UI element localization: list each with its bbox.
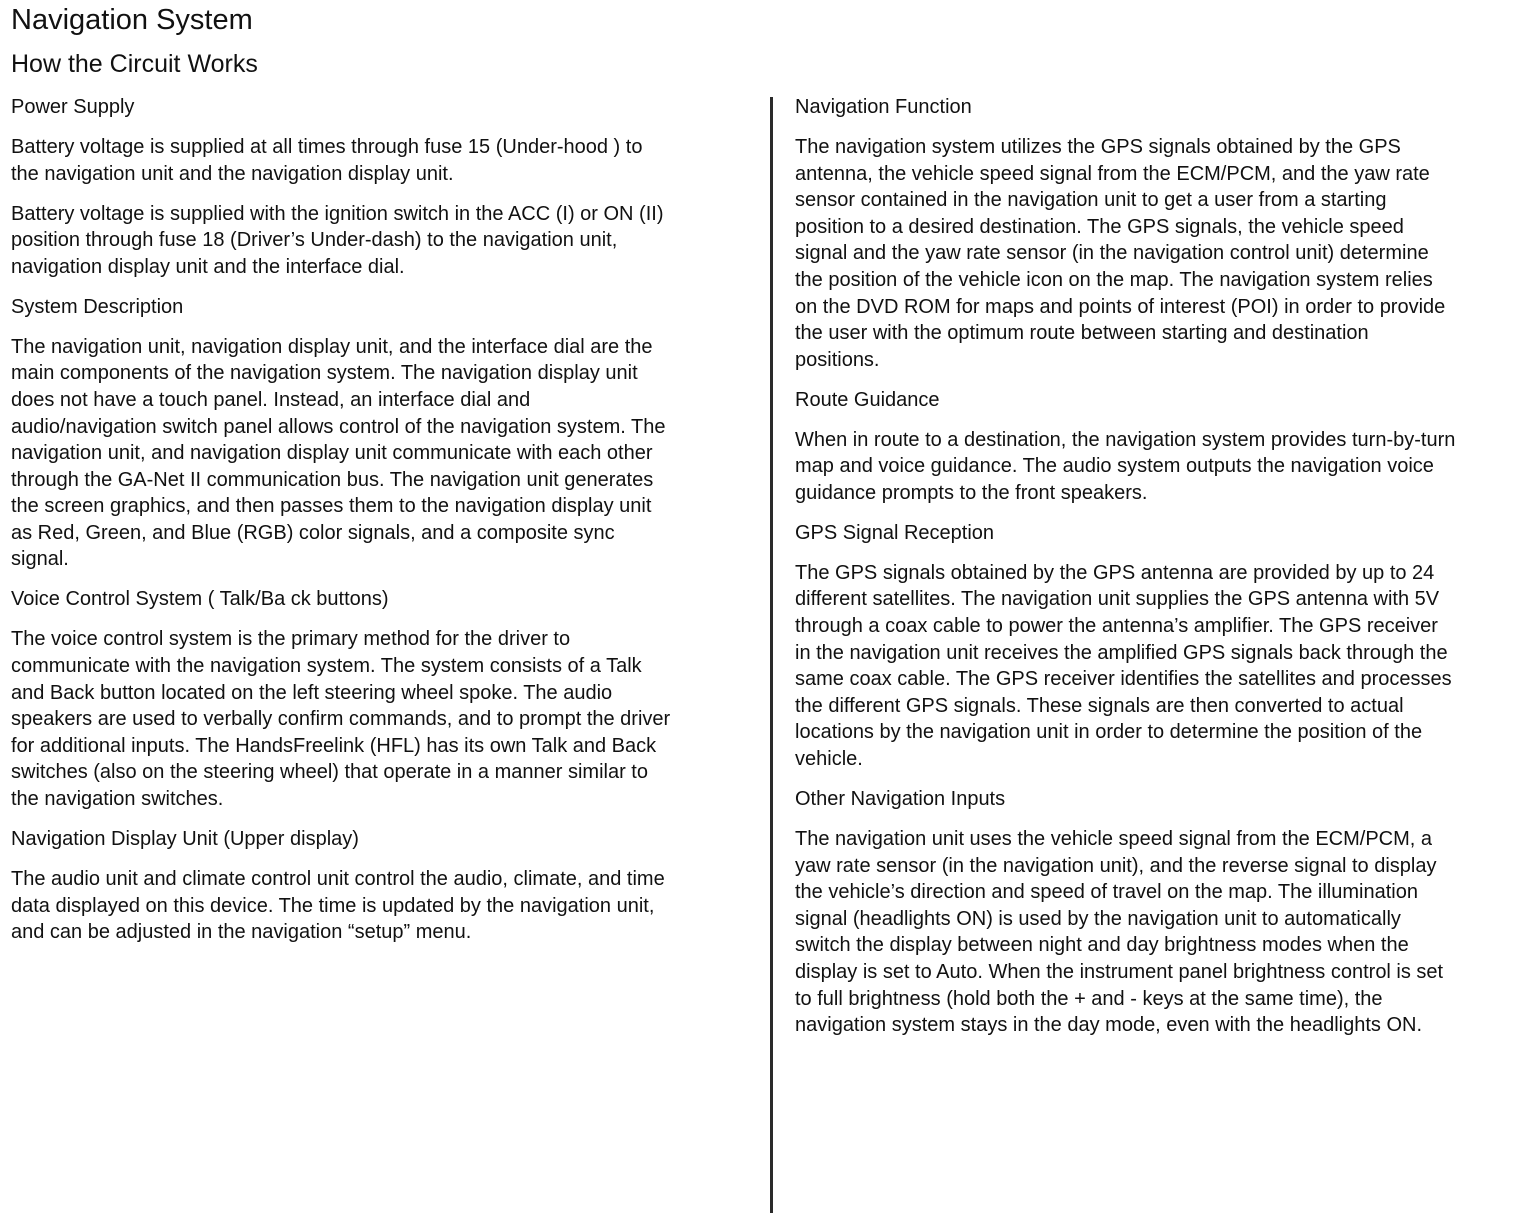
paragraph: Battery voltage is supplied at all times through fuse 15 (Under-hood ) to the navigation unit and the navigation display unit.	[11, 135, 643, 185]
section-heading: Other Navigation Inputs	[795, 788, 1006, 810]
paragraph: The navigation unit uses the vehicle speed signal from the ECM/PCM, a yaw rate sensor (in the navigation unit), and the reverse signal to display the vehicle’s direction and speed of travel on the map. The illumination signal (headlights ON) is used by the navigation unit to automatically switch the display between night and day brightness modes when the display is set to Auto. When the instrument panel brightness control is set to full brightness (hold both the + and - keys at the same time), the navigation system stays in the day mode, even with the headlights ON.	[795, 827, 1444, 1037]
paragraph: The GPS signals obtained by the GPS antenna are provided by up to 24 different satellites. The navigation unit supplies the GPS antenna with 5V through a coax cable to power the antenna’s amplifier. The GPS receiver in the navigation unit receives the amplified GPS signals back through the same coax cable. The GPS receiver identifies the satellites and processes the different GPS signals. These signals are then converted to actual locations by the navigation unit in order to determine the position of the vehicle.	[795, 561, 1452, 771]
section-gps-signal-reception	[795, 520, 1530, 773]
section-route-guidance	[795, 387, 1530, 507]
paragraph: The navigation unit, navigation display unit, and the interface dial are the main components of the navigation system. The navigation display unit does not have a touch panel. Instead, an interface dial and audio/navigation switch panel allows control of the navigation system. The navigation unit, and navigation display unit communicate with each other through the GA-Net II communication bus. The navigation unit generates the screen graphics, and then passes them to the navigation display unit as Red, Green, and Blue (RGB) color signals, and a composite sync signal.	[11, 335, 666, 571]
paragraph: The navigation system utilizes the GPS signals obtained by the GPS antenna, the vehicle speed signal from the ECM/PCM, and the yaw rate sensor contained in the navigation unit to get a user from a starting position to a desired destination. The GPS signals, the vehicle speed signal and the yaw rate sensor (in the navigation control unit) determine the position of the vehicle icon on the map. The navigation system relies on the DVD ROM for maps and points of interest (POI) in order to provide the user with the optimum route between starting and destination positions.	[795, 135, 1446, 371]
section-power-supply	[11, 94, 756, 280]
section-heading: Voice Control System ( Talk/Ba ck buttons)	[11, 588, 389, 611]
section-heading: Navigation Function	[795, 96, 972, 118]
right-column	[795, 92, 1530, 1052]
paragraph: The audio unit and climate control unit control the audio, climate, and time data displayed on this device. The time is updated by the navigation unit, and can be adjusted in the navigation “setup” menu.	[11, 867, 665, 944]
paragraph: When in route to a destination, the navigation system provides turn-by-turn map and voice guidance. The audio system outputs the navigation voice guidance prompts to the front speakers.	[795, 428, 1456, 504]
section-heading: GPS Signal Reception	[795, 521, 995, 544]
section-heading: System Description	[11, 295, 184, 318]
paragraph: The voice control system is the primary method for the driver to communicate with the navigation system. The system consists of a Talk and Back button located on the left steering wheel spoke. The audio speakers are used to verbally confirm commands, and to prompt the driver for additional inputs. The HandsFreelink (HFL) has its own Talk and Back switches (also on the steering wheel) that operate in a manner similar to the navigation switches.	[11, 628, 671, 810]
page-title: Navigation System	[11, 4, 253, 36]
section-heading: Route Guidance	[795, 388, 940, 411]
section-system-description	[11, 294, 756, 573]
section-navigation-display-unit	[11, 826, 756, 946]
paragraph: Battery voltage is supplied with the ignition switch in the ACC (I) or ON (II) position through fuse 18 (Driver’s Under-dash) to the navigation unit, navigation display unit and the interface dial.	[11, 202, 664, 278]
page-subtitle: How the Circuit Works	[11, 50, 258, 78]
column-divider	[770, 97, 773, 1213]
section-navigation-function	[795, 94, 1530, 373]
section-other-navigation-inputs	[795, 786, 1530, 1039]
left-column	[11, 92, 756, 959]
section-voice-control-system	[11, 586, 756, 812]
section-heading: Power Supply	[11, 96, 135, 118]
section-heading: Navigation Display Unit (Upper display)	[11, 827, 359, 850]
